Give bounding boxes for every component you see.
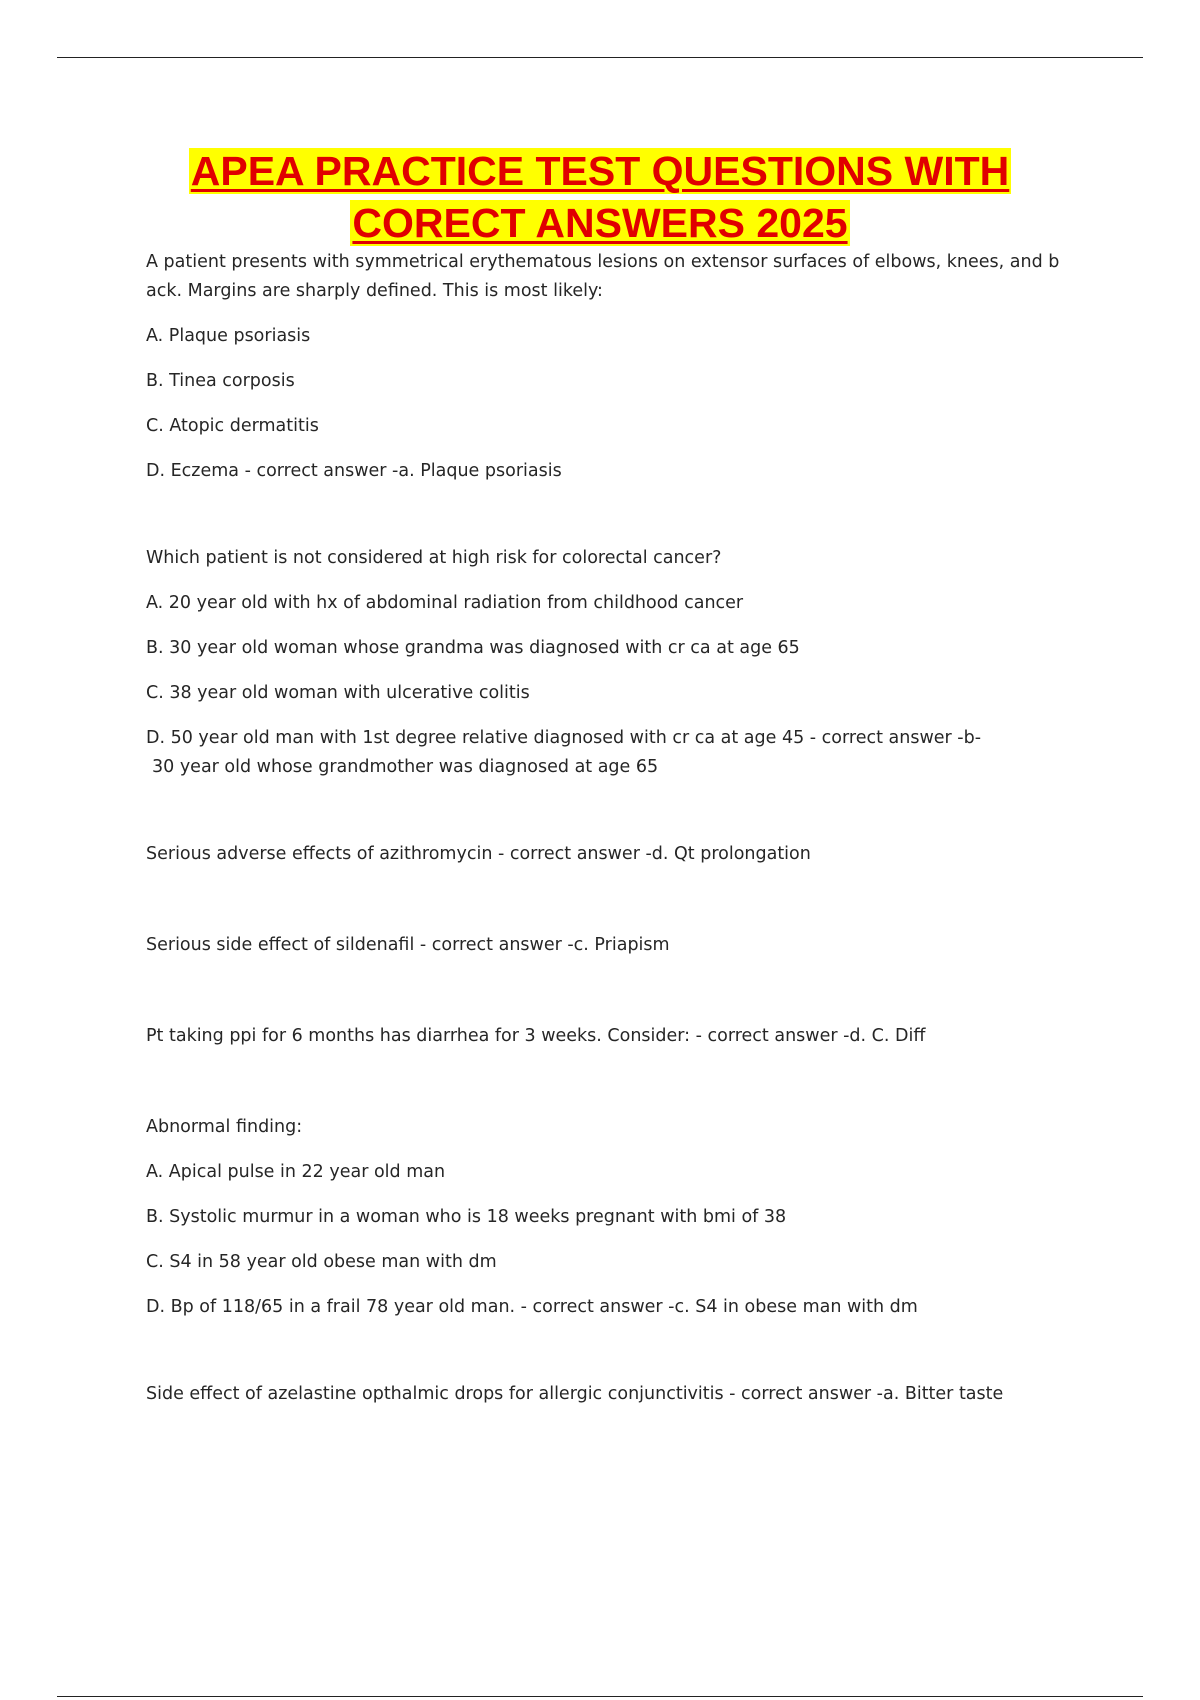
answer-option-with-correct-answer: D. Eczema - correct answer -a. Plaque psoriasis (146, 461, 562, 481)
answer-option-with-correct-answer (146, 724, 1081, 782)
answer-option-line-2: 30 year old whose grandmother was diagnosed at age 65 (152, 757, 659, 777)
question-block-7 (146, 1380, 1081, 1409)
question-with-answer: Side effect of azelastine opthalmic drops for allergic conjunctivitis - correct answer -a. Bitter taste (146, 1384, 1004, 1404)
answer-option: A. Apical pulse in 22 year old man (146, 1162, 446, 1182)
document-body (146, 248, 1081, 1471)
answer-option: C. S4 in 58 year old obese man with dm (146, 1252, 497, 1272)
question-with-answer: Serious side effect of sildenafil - correct answer -c. Priapism (146, 935, 670, 955)
question-with-answer: Serious adverse effects of azithromycin - correct answer -d. Qt prolongation (146, 844, 811, 864)
answer-option-with-correct-answer: D. Bp of 118/65 in a frail 78 year old man. - correct answer -c. S4 in obese man with dm (146, 1297, 918, 1317)
question-block-1 (146, 248, 1081, 486)
question-block-5 (146, 1022, 1081, 1051)
title-line-1: APEA PRACTICE TEST QUESTIONS WITH (190, 148, 1010, 194)
footer-rule (57, 1696, 1143, 1697)
answer-option: A. Plaque psoriasis (146, 326, 311, 346)
question-block-6 (146, 1113, 1081, 1322)
answer-option: B. Tinea corposis (146, 371, 295, 391)
answer-option-line-1: D. 50 year old man with 1st degree relative diagnosed with cr ca at age 45 - correct answer -b- (146, 728, 982, 748)
question-stem: Abnormal finding: (146, 1117, 303, 1137)
answer-option: B. 30 year old woman whose grandma was diagnosed with cr ca at age 65 (146, 638, 800, 658)
answer-option: C. Atopic dermatitis (146, 416, 319, 436)
question-stem: Which patient is not considered at high risk for colorectal cancer? (146, 548, 722, 568)
question-with-answer: Pt taking ppi for 6 months has diarrhea for 3 weeks. Consider: - correct answer -d. C. Diff (146, 1026, 926, 1046)
document-title (0, 145, 1200, 249)
title-line-2: CORECT ANSWERS 2025 (352, 200, 848, 246)
question-block-3 (146, 840, 1081, 869)
header-rule (57, 57, 1143, 58)
answer-option: A. 20 year old with hx of abdominal radiation from childhood cancer (146, 593, 744, 613)
answer-option: C. 38 year old woman with ulcerative colitis (146, 683, 530, 703)
question-block-2 (146, 544, 1081, 782)
question-stem (146, 248, 1081, 306)
question-stem-line-1: A patient presents with symmetrical erythematous lesions on extensor surfaces of elbows, knees, and b (146, 252, 1060, 272)
answer-option: B. Systolic murmur in a woman who is 18 weeks pregnant with bmi of 38 (146, 1207, 787, 1227)
question-stem-line-2: ack. Margins are sharply defined. This is most likely: (146, 281, 603, 301)
question-block-4 (146, 931, 1081, 960)
